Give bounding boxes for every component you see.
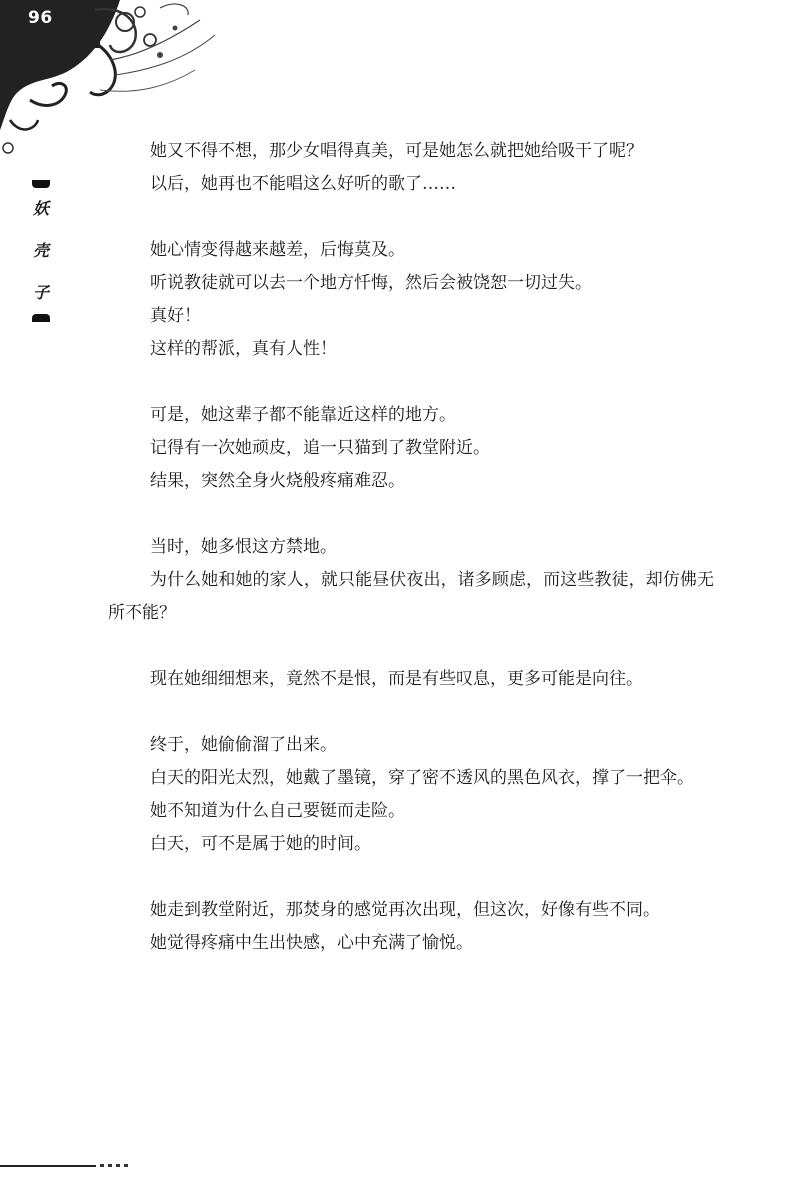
- paragraph: 她走到教堂附近，那焚身的感觉再次出现，但这次，好像有些不同。: [150, 900, 660, 920]
- paragraph: 当时，她多恨这方禁地。: [150, 537, 337, 557]
- body-text: [108, 135, 714, 960]
- side-title-char: 子: [32, 283, 49, 302]
- paragraph: 白天的阳光太烈，她戴了墨镜，穿了密不透风的黑色风衣，撑了一把伞。: [150, 768, 694, 788]
- paragraph: 现在她细细想来，竟然不是恨，而是有些叹息，更多可能是向往。: [150, 669, 643, 689]
- side-title-bracket-bottom: [32, 314, 50, 322]
- paragraph: 她不知道为什么自己要铤而走险。: [150, 801, 405, 821]
- footer-rule: [0, 1165, 96, 1167]
- side-title-char: 妖: [32, 199, 49, 218]
- paragraph: 结果，突然全身火烧般疼痛难忍。: [150, 471, 405, 491]
- footer-dots: [100, 1164, 130, 1167]
- paragraph: 这样的帮派，真有人性！: [150, 339, 337, 359]
- paragraph: 终于，她偷偷溜了出来。: [150, 735, 337, 755]
- paragraph: 听说教徒就可以去一个地方忏悔，然后会被饶恕一切过失。: [150, 273, 592, 293]
- paragraph: 真好！: [150, 306, 201, 326]
- paragraph: 她心情变得越来越差，后悔莫及。: [150, 240, 405, 260]
- paragraph: 以后，她再也不能唱这么好听的歌了……: [150, 174, 456, 194]
- side-title: [28, 180, 54, 322]
- side-title-bracket-top: [32, 180, 50, 188]
- paragraph: 为什么她和她的家人，就只能昼伏夜出，诸多顾虑，而这些教徒，却仿佛无所不能？: [108, 570, 714, 623]
- paragraph: 记得有一次她顽皮，追一只猫到了教堂附近。: [150, 438, 490, 458]
- page-number: 96: [28, 8, 53, 28]
- side-title-char: 壳: [32, 241, 49, 260]
- paragraph: 她觉得疼痛中生出快感，心中充满了愉悦。: [150, 933, 473, 953]
- paragraph: 白天，可不是属于她的时间。: [150, 834, 371, 854]
- paragraph: 她又不得不想，那少女唱得真美，可是她怎么就把她给吸干了呢？: [150, 141, 643, 161]
- paragraph: 可是，她这辈子都不能靠近这样的地方。: [150, 405, 456, 425]
